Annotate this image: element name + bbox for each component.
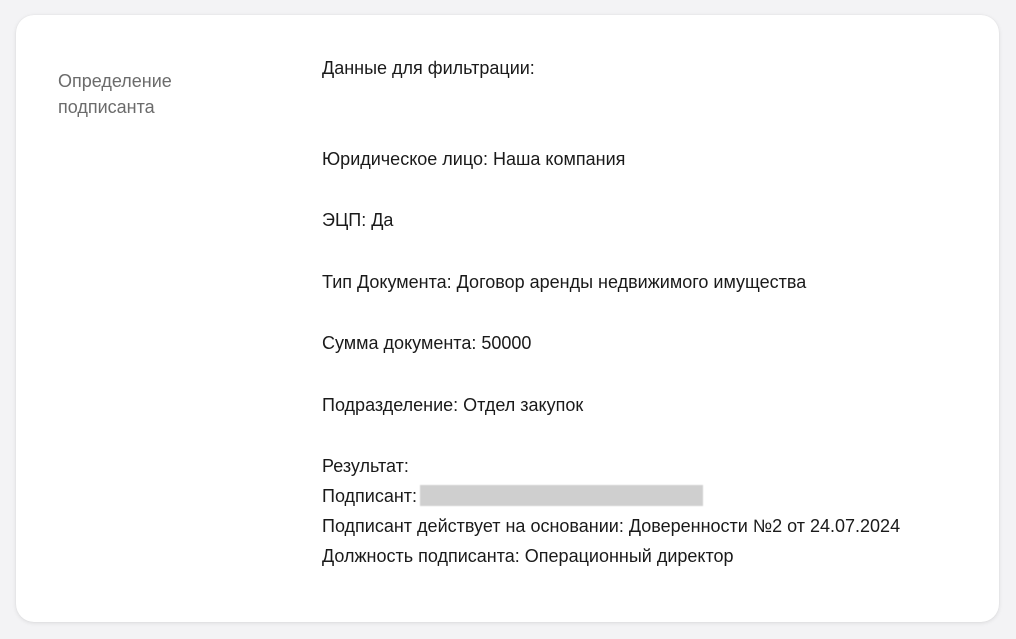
signer-basis-line: Подписант действует на основании: Доверенности №2 от 24.07.2024 (322, 516, 901, 536)
department-line: Подразделение: Отдел закупок (322, 395, 584, 415)
result-heading: Результат: (322, 456, 409, 476)
doc-type-line: Тип Документа: Договор аренды недвижимого имущества (322, 272, 807, 292)
content-card (16, 15, 999, 622)
signer-label: Подписант: (322, 486, 418, 506)
filter-heading: Данные для фильтрации: (322, 58, 535, 78)
signer-position-line: Должность подписанта: Операционный директор (322, 546, 734, 566)
section-title: Определение подписанта (58, 71, 172, 117)
signer-line (322, 485, 703, 507)
doc-sum-line: Сумма документа: 50000 (322, 333, 532, 353)
ecp-line: ЭЦП: Да (322, 210, 394, 230)
redacted-signer-name (420, 485, 703, 506)
legal-entity-line: Юридическое лицо: Наша компания (322, 149, 626, 169)
